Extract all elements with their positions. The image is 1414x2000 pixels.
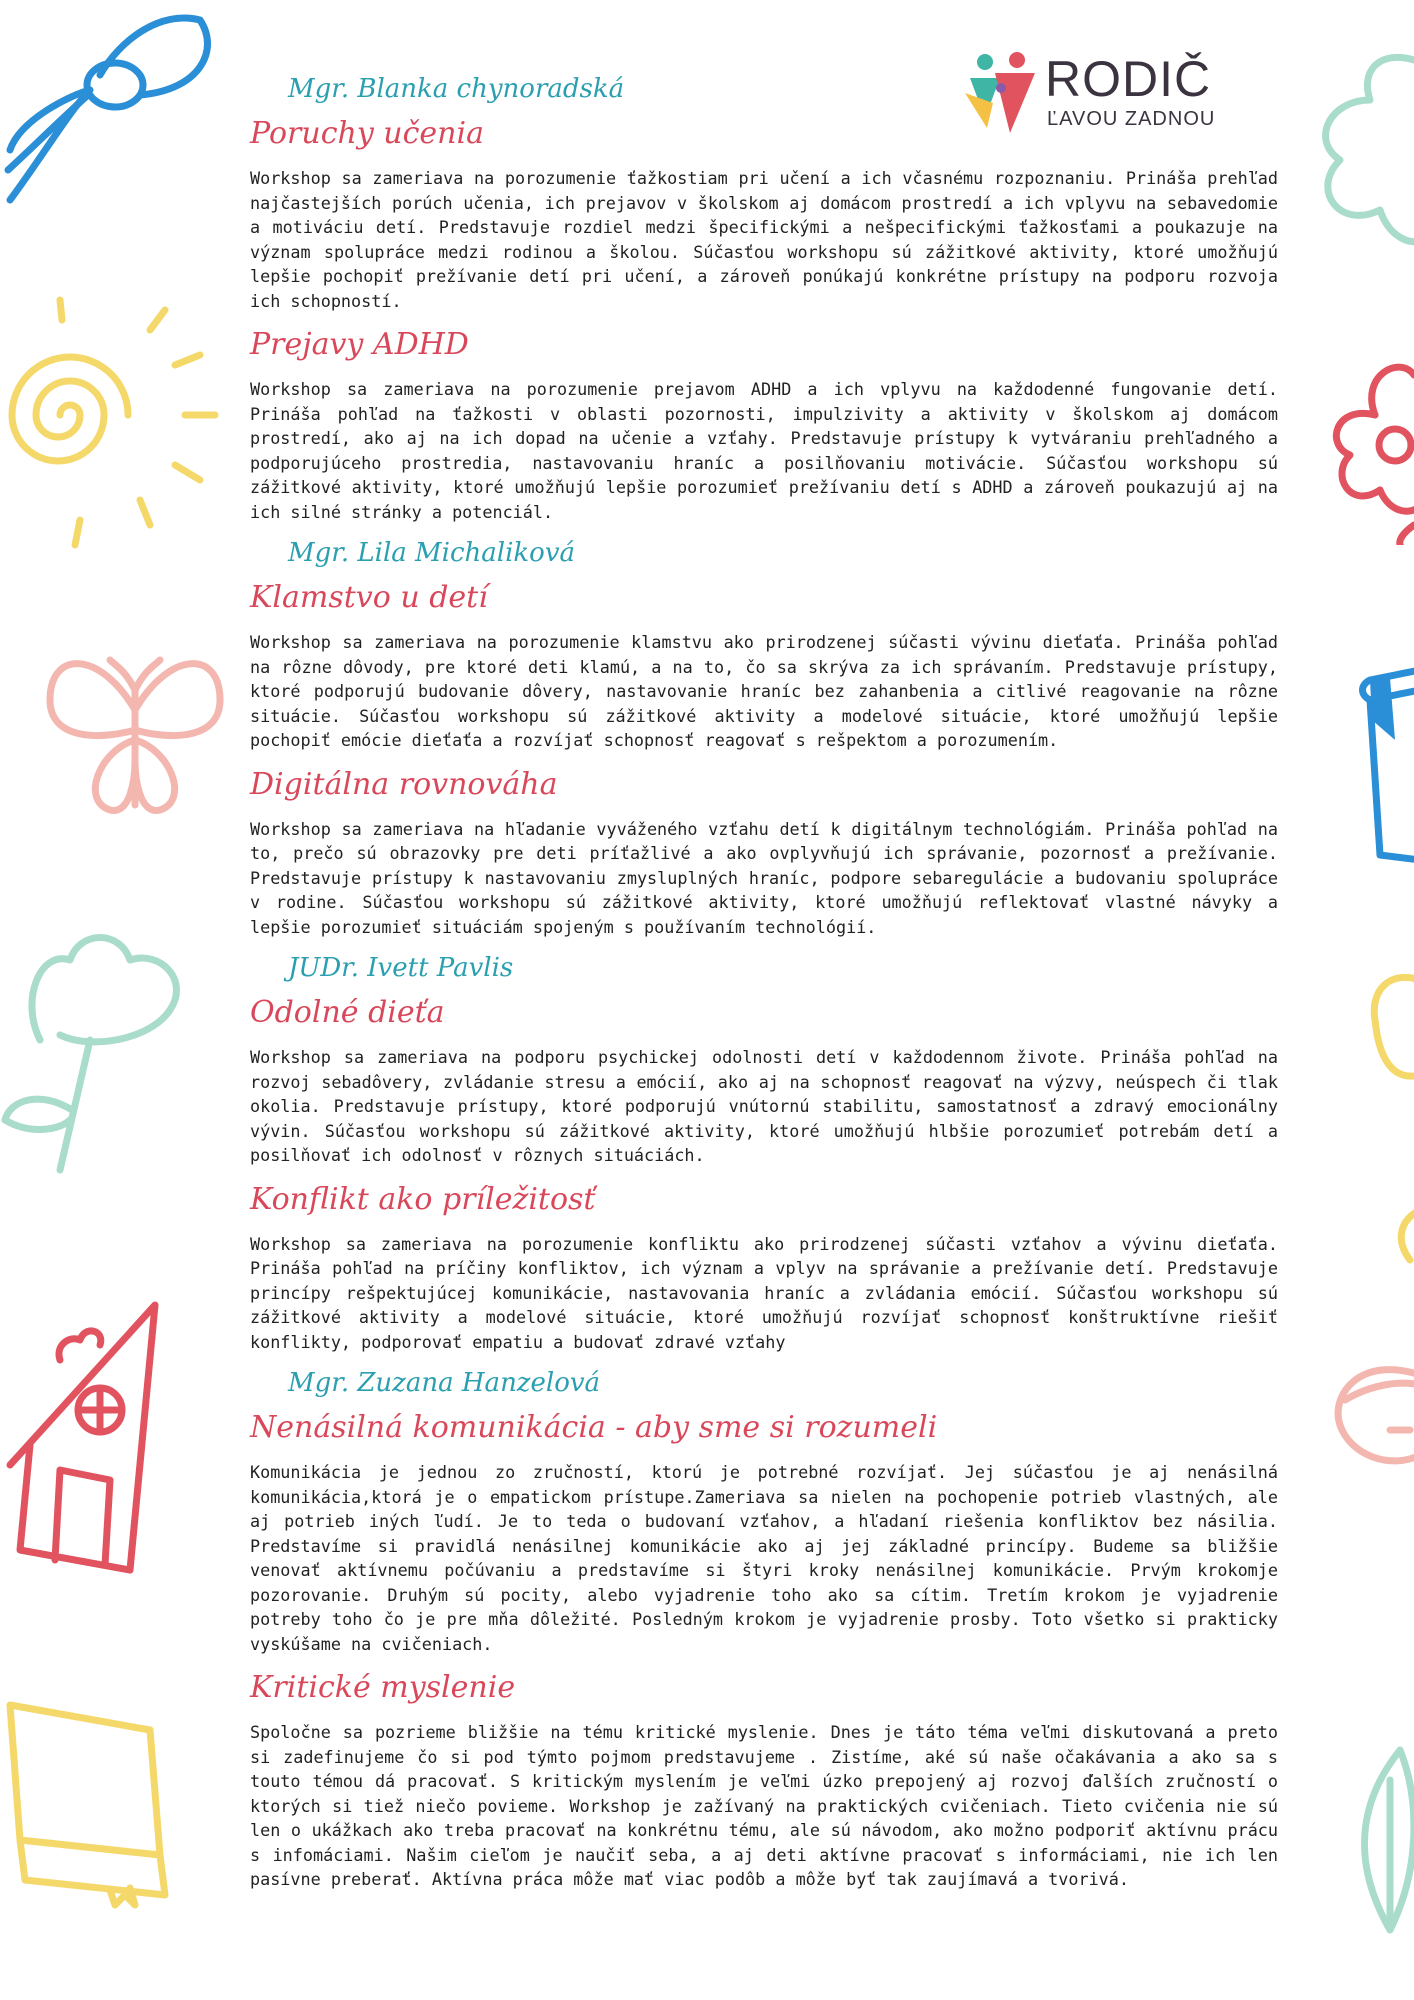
butterfly-doodle	[40, 630, 230, 830]
author-name: JUDr. Ivett Pavlis	[288, 953, 514, 983]
author-name: Mgr. Blanka chynoradská	[288, 74, 625, 104]
house-doodle	[0, 1290, 180, 1600]
flower-doodle	[0, 920, 200, 1180]
workshop-description: Spoločne sa pozrieme bližšie na tému kritické myslenie. Dnes je táto téma veľmi diskutovaná a preto si zadefinujeme čo si pod týmto pojmom predstavujeme . Zistíme, aké sú naše očakávania a ako sa s touto témou dá pracovať. S kritickým myslením je veľmi úzko prepojený aj rozvoj ďalších zručností o ktorých si tiež niečo povieme. Workshop je zažívaný na praktických cvičeniach. Tieto cvičenia nie sú len o ukážkach ako treba pracovať na konkrétnu tému, ale sú návodom, ako možno podporiť aktívnu prácu s infomáciami. Našim cieľom je naučiť seba, a aj deti aktívne pracovať s informáciami, nie ich len pasívne preberať. Aktívna práca môže mať viac podôb a môže byť tak zaujímavá a tvorivá.	[250, 1722, 1278, 1889]
workshop-description: Workshop sa zameriava na porozumenie klamstvu ako prirodzenej súčasti vývinu dieťaťa. Prináša pohľad na rôzne dôvody, pre ktoré deti klamú, a na to, čo sa skrýva za ich správaním. Predstavuje prístupy, ktoré podporujú budovanie dôvery, nastavovanie hraníc bez zahanbenia a citlivé reagovanie na rôzne situácie. Súčasťou workshopu sú zážitkové aktivity a modelové situácie, ktoré umožňujú lepšie pochopiť emócie dieťaťa a rozvíjať schopnosť reagovať s rešpektom a porozumením.	[250, 632, 1278, 750]
face-doodle	[1320, 1355, 1414, 1475]
workshop-description: Workshop sa zameriava na hľadanie vyváženého vzťahu detí k digitálnym technológiám. Prináša pohľad na to, prečo sú obrazovky pre deti príťažlivé a ako ovplyvňujú ich správanie, pozornosť a prežívanie. Predstavuje prístupy k nastavovaniu zmysluplných hraníc, podpore sebaregulácie a budovaniu spolupráce v rodine. Súčasťou workshopu sú zážitkové aktivity, ktoré umožňujú reflektovať vlastné návyky a lepšie porozumieť situáciám spojeným s používaním technológií.	[250, 818, 1278, 937]
workshop-title: Nenásilná komunikácia - aby sme si rozumeli	[250, 1410, 938, 1445]
author-name: Mgr. Lila Michaliková	[288, 538, 576, 568]
author-name: Mgr. Zuzana Hanzelová	[288, 1368, 601, 1398]
workshop-list	[250, 72, 1278, 1904]
workshop-title: Odolné dieťa	[250, 995, 445, 1030]
workshop-description: Komunikácia je jednou zo zručností, ktorú je potrebné rozvíjať. Jej súčasťou je aj nenásilná komunikácia,ktorá je o empatickom prístupe.Zameriava sa nielen na pochopenie potrieb vlastných, ale aj potrieb iných ľudí. Je to teda o budovaní vzťahov, a hľadaní riešenia konfliktov bez násilia. Predstavíme si pravidlá nenásilnej komunikácie ako aj jej základné princípy. Budeme sa bližšie venovať aktívnemu počúvaniu a predstavíme si štyri kroky nenásilnej komunikácie. Prvým krokomje pozorovanie. Druhým sú pocity, alebo vyjadrenie toho ako sa cítim. Tretím krokom je vyjadrenie potreby toho čo je pre mňa dôležité. Posledným krokom je vyjadrenie prosby. Toto všetko si prakticky vyskúšame na cvičeniach.	[250, 1462, 1278, 1654]
workshop-title: Prejavy ADHD	[250, 327, 469, 362]
workshop-description: Workshop sa zameriava na porozumenie konfliktu ako prirodzenej súčasti vzťahov a vývinu dieťaťa. Prináša pohľad na príčiny konfliktov, ich význam a vplyv na správanie a prežívanie detí. Predstavuje princípy rešpektujúcej komunikácie, nastavovania hraníc a zvládania emócií. Súčasťou workshopu sú zážitkové aktivity a modelové situácie, ktoré umožňujú rozvíjať schopnosť konštruktívne riešiť konflikty, podporovať empatiu a budovať zdravé vzťahy	[250, 1233, 1278, 1352]
workshop-description: Workshop sa zameriava na porozumenie prejavom ADHD a ich vplyvu na každodenné fungovanie detí. Prináša pohľad na ťažkosti v oblasti pozornosti, impulzivity a aktivity v školskom aj domácom prostredí, ako aj na ich dopad na učenie a vzťahy. Predstavuje prístupy k vytváraniu prehľadného a podporujúceho prostredia, nastavovaniu hraníc a posilňovaniu motivácie. Súčasťou workshopu sú zážitkové aktivity, ktoré umožňujú lepšie porozumieť prežívaniu detí s ADHD a zároveň poukazujú aj na ich silné stránky a potenciál.	[250, 379, 1278, 522]
workshop-title: Kritické myslenie	[250, 1670, 516, 1705]
workshop-title: Poruchy učenia	[250, 116, 484, 151]
red-flower-doodle	[1320, 345, 1414, 545]
workshop-title: Digitálna rovnováha	[250, 766, 558, 802]
cloud-doodle	[1290, 40, 1414, 250]
workshop-title: Konflikt ako príležitosť	[250, 1181, 596, 1217]
book-blue-doodle	[1350, 660, 1414, 870]
cup-doodle	[1340, 960, 1414, 1270]
logo-subtitle: ĽAVOU ZADNOU	[1047, 108, 1216, 130]
book-doodle	[0, 1690, 180, 1910]
bow-doodle	[0, 0, 230, 210]
workshop-description: Workshop sa zameriava na podporu psychickej odolnosti detí v každodennom živote. Prináša pohľad na rozvoj sebadôvery, zvládanie stresu a emócií, ako aj na schopnosť reagovať na výzvy, neúspech či tlak okolia. Predstavuje prístupy, ktoré podporujú vnútornú stabilitu, samostatnosť a zdravý emocionálny vývin. Súčasťou workshopu sú zážitkové aktivity, ktoré umožňujú hlbšie porozumieť potrebám detí a posilňovať ich odolnosť v rôznych situáciách.	[250, 1047, 1278, 1165]
workshop-description: Workshop sa zameriava na porozumenie ťažkostiam pri učení a ich včasnému rozpoznaniu. Prináša prehľad najčastejších porúch učenia, ich prejavov v školskom aj domácom prostredí a ich vplyvu na sebavedomie a motiváciu detí. Predstavuje rozdiel medzi špecifickými a nešpecifickými ťažkosťami a poukazuje na význam spolupráce medzi rodinou a školou. Súčasťou workshopu sú zážitkové aktivity, ktoré umožňujú lepšie pochopiť prežívanie detí pri učení, a zároveň ponúkajú konkrétne prístupy na podporu rozvoja ich schopností.	[250, 168, 1278, 311]
workshop-title: Klamstvo u detí	[250, 580, 488, 615]
logo-title: RODIČ	[1045, 51, 1212, 107]
sun-doodle	[0, 290, 230, 550]
leaf-doodle	[1340, 1740, 1414, 1940]
